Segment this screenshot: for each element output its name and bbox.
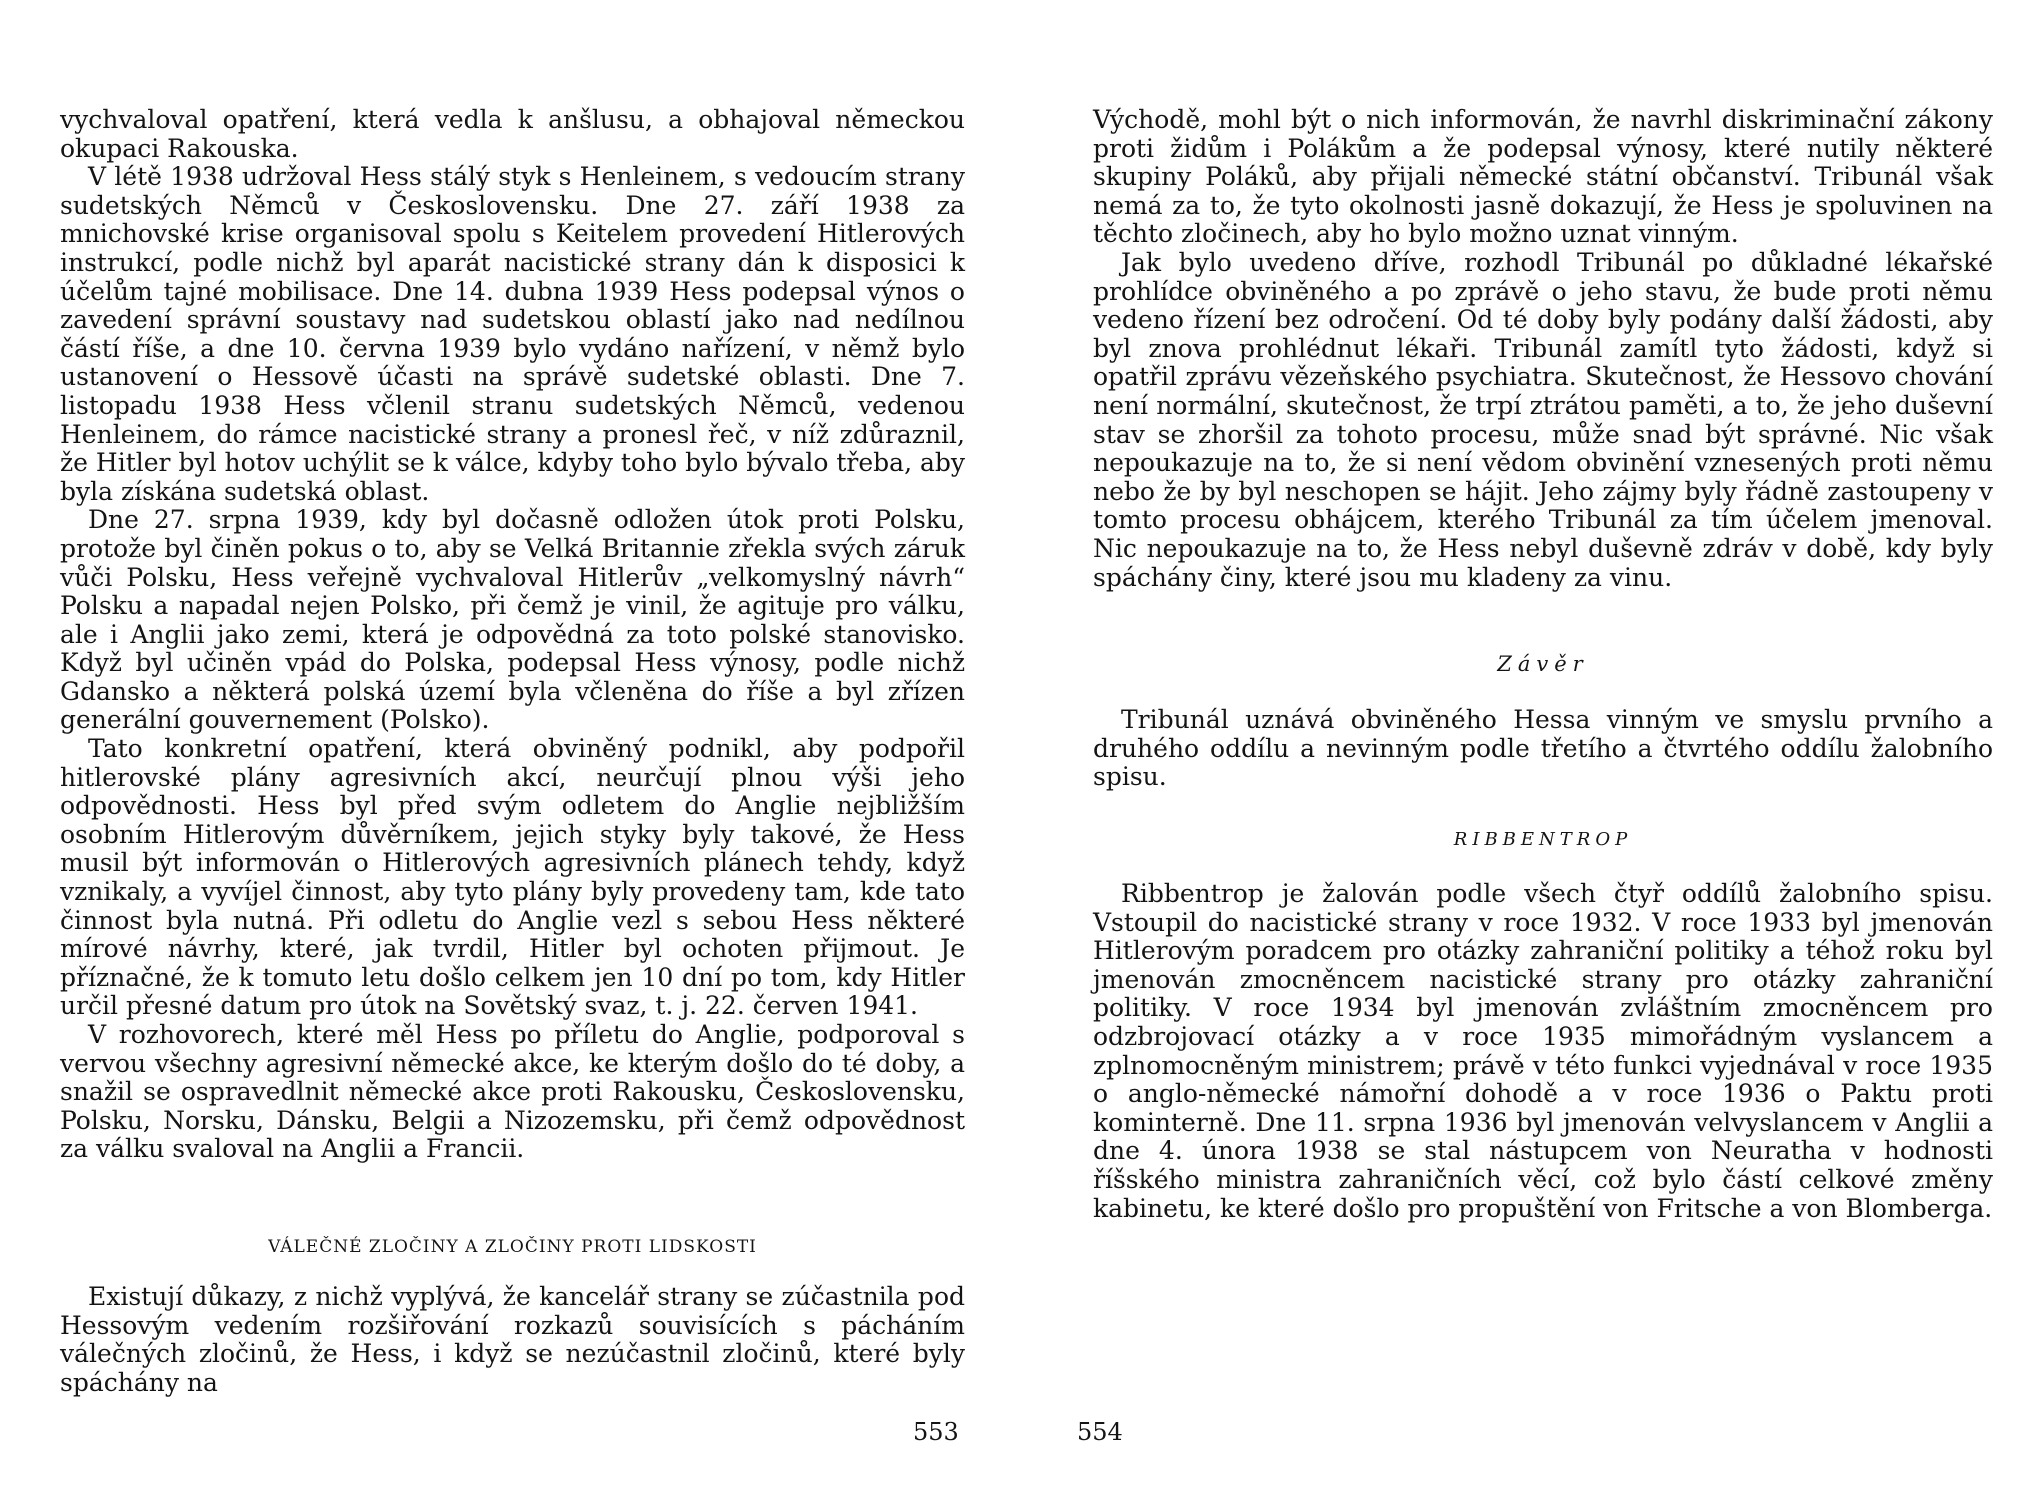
paragraph: Existují důkazy, z nichž vyplývá, že kancelář strany se zúčastnila pod Hessovým vedením rozšiřování rozkazů souvisících s pácháním válečných zločinů, že Hess, i když se nezúčastnil zločinů, které byly spáchány na bbox=[60, 1282, 965, 1397]
paragraph: Tribunál uznává obviněného Hessa vinným ve smyslu prvního a druhého oddílu a nevinným podle třetího a čtvrtého oddílu žalobního spisu. bbox=[1093, 705, 1993, 792]
paragraph: V rozhovorech, které měl Hess po příletu do Anglie, podporoval s vervou všechny agresivní německé akce, ke kterým došlo do té doby, a snažil se ospravedlnit německé akce proti Rakousku, Československu, Polsku, Norsku, Dánsku, Belgii a Nizozemsku, při čemž odpovědnost za válku svaloval na Anglii a Francii. bbox=[60, 1020, 965, 1164]
left-main-text bbox=[60, 106, 965, 1164]
paragraph: vychvaloval opatření, která vedla k anšlusu, a obhajoval německou okupaci Rakouska. bbox=[60, 105, 965, 163]
right-page bbox=[1015, 0, 2030, 1500]
paragraph: Tato konkretní opatření, která obviněný podnikl, aby podpořil hitlerovské plány agresivních akcí, neurčují plnou výši jeho odpovědnosti. Hess byl před svým odletem do Anglie nejbližším osobním Hitlerovým důvěrníkem, jejich styky byly takové, že Hess musil být informován o Hitlerových agresivních plánech tehdy, když vznikaly, a vyvíjel činnost, aby tyto plány byly provedeny tam, kde tato činnost byla nutná. Při odletu do Anglie vezl s sebou Hess některé mírové návrhy, které, jak tvrdil, Hitler byl ochoten přijmout. Je příznačné, že k tomuto letu došlo celkem jen 10 dní po tom, kdy Hitler určil přesné datum pro útok na Sovětský svaz, t. j. 22. červen 1941. bbox=[60, 734, 965, 1021]
page-number-554: 554 bbox=[1077, 1418, 1123, 1446]
ribbentrop-text bbox=[1093, 880, 1993, 1223]
conclusion-heading: Závěr bbox=[1497, 652, 1589, 676]
section-heading-war-crimes: VÁLEČNÉ ZLOČINY A ZLOČINY PROTI LIDSKOSTI bbox=[268, 1237, 757, 1257]
conclusion-text bbox=[1093, 706, 1993, 792]
paragraph: Jak bylo uvedeno dříve, rozhodl Tribunál po důkladné lékařské prohlídce obviněného a po zprávě o jeho stavu, že bude proti němu vedeno řízení bez odročení. Od té doby byly podány další žádosti, aby byl znova prohlédnut lékaři. Tribunál zamítl tyto žádosti, když si opatřil zprávu vězeňského psychiatra. Skutečnost, že Hessovo chování není normální, skutečnost, že trpí ztrátou paměti, a to, že jeho duševní stav se zhoršil za tohoto procesu, může snad být správné. Nic však nepoukazuje na to, že si není vědom obvinění vznesených proti němu nebo že by byl neschopen se hájit. Jeho zájmy byly řádně zastoupeny v tomto procesu obhájcem, kterého Tribunál za tím účelem jmenoval. Nic nepoukazuje na to, že Hess nebyl duševně zdráv v době, kdy byly spáchány činy, které jsou mu kladeny za vinu. bbox=[1093, 247, 1993, 592]
paragraph: Východě, mohl být o nich informován, že navrhl diskriminační zákony proti židům i Polákům a že podepsal výnosy, které nutily některé skupiny Poláků, aby přijali německé státní občanství. Tribunál však nemá za to, že tyto okolnosti jasně dokazují, že Hess je spoluvinen na těchto zločinech, aby ho bylo možno uznat vinným. bbox=[1093, 105, 1993, 249]
paragraph: Ribbentrop je žalován podle všech čtyř oddílů žalobního spisu. Vstoupil do nacistické strany v roce 1932. V roce 1933 byl jmenován Hitlerovým poradcem pro otázky zahraniční politiky a téhož roku byl jmenován zmocněncem nacistické strany pro otázky zahraniční politiky. V roce 1934 byl jmenován zvláštním zmocněncem pro odzbrojovací otázky a v roce 1935 mimořádným vyslancem a zplnomocněným ministrem; právě v této funkci vyjednával v roce 1935 o anglo-německé námořní dohodě a v roce 1936 o Paktu proti kominterně. Dne 11. srpna 1936 byl jmenován velvyslancem v Anglii a dne 4. února 1938 se stal nástupcem von Neuratha v hodnosti říšského ministra zahraničních věcí, což bylo částí celkové změny kabinetu, ke které došlo pro propuštění von Fritsche a von Blomberga. bbox=[1093, 879, 1993, 1223]
page-number-553: 553 bbox=[913, 1418, 959, 1446]
left-section-text bbox=[60, 1283, 965, 1397]
paragraph: V létě 1938 udržoval Hess stálý styk s Henleinem, s vedoucím strany sudetských Němců v Československu. Dne 27. září 1938 za mnichovské krise organisoval spolu s Keitelem provedení Hitlerových instrukcí, podle nichž byl aparát nacistické strany dán k disposici k účelům tajné mobilisace. Dne 14. dubna 1939 Hess podepsal výnos o zavedení správní soustavy nad sudetskou oblastí jako nad nedílnou částí říše, a dne 10. června 1939 bylo vydáno nařízení, v němž bylo ustanovení o Hessově účasti na správě sudetské oblasti. Dne 7. listopadu 1938 Hess včlenil stranu sudetských Němců, vedenou Henleinem, do rámce nacistické strany a pronesl řeč, v níž zdůraznil, že Hitler byl hotov uchýlit se k válce, kdyby toho bylo bývalo třeba, aby byla získána sudetská oblast. bbox=[60, 162, 965, 506]
paragraph: Dne 27. srpna 1939, kdy byl dočasně odložen útok proti Polsku, protože byl činěn pokus o to, aby se Velká Britannie zřekla svých záruk vůči Polsku, Hess veřejně vychvaloval Hitlerův „velkomyslný návrh“ Polsku a napadal nejen Polsko, při čemž je vinil, že agituje pro válku, ale i Anglii jako zemi, která je odpovědná za toto polské stanovisko. Když byl učiněn vpád do Polska, podepsal Hess výnosy, podle nichž Gdansko a některá polská území byla včleněna do říše a byl zřízen generální gouvernement (Polsko). bbox=[60, 505, 965, 735]
right-main-text bbox=[1093, 106, 1993, 592]
ribbentrop-heading: RIBBENTROP bbox=[1453, 829, 1633, 850]
